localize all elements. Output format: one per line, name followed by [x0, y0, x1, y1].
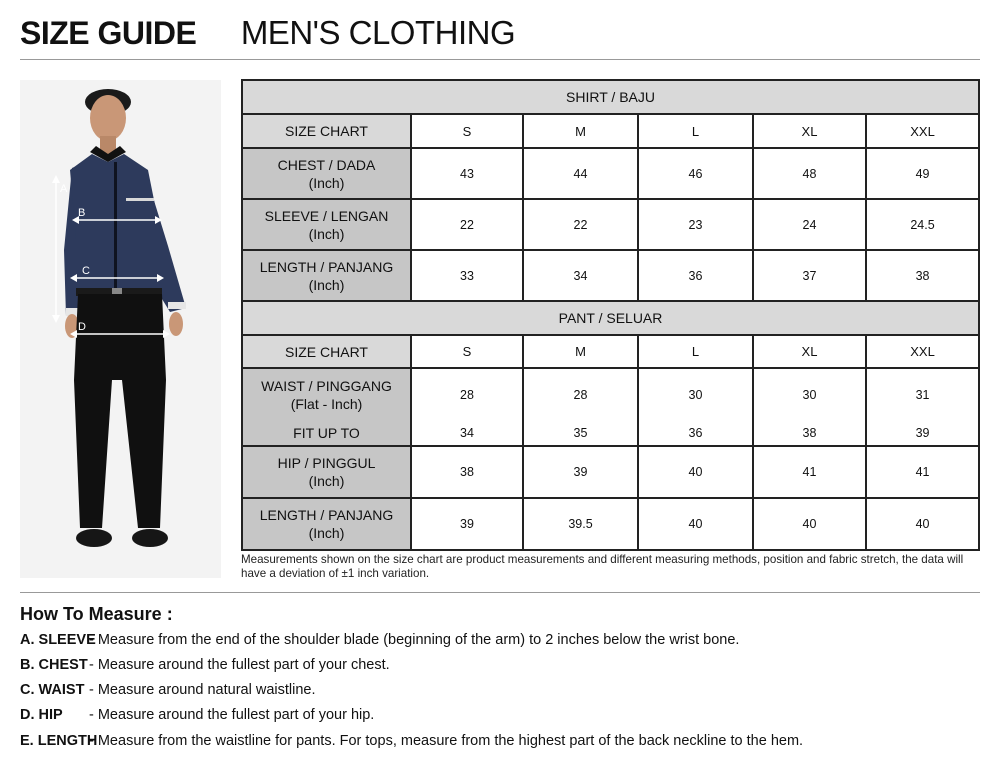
pant-size-m: M	[523, 335, 638, 368]
waist-value: 28	[573, 388, 588, 402]
measure-item-chest	[20, 657, 390, 673]
waist-value: 30	[688, 388, 703, 402]
shirt-chest-label	[242, 148, 411, 199]
table-cell: 39	[411, 498, 523, 550]
shirt-sleeve-row	[242, 199, 979, 250]
page-header	[20, 14, 515, 54]
table-cell: 44	[523, 148, 638, 199]
row-unit: (Inch)	[308, 473, 345, 489]
measurement-note: Measurements shown on the size chart are product measurements and different measuring methods, position and fabric stretch, the data will have a deviation of ±1 inch variation.	[241, 553, 964, 580]
table-cell: 33	[411, 250, 523, 301]
table-cell: 39.5	[523, 498, 638, 550]
fit-up-to-label: FIT UP TO	[293, 425, 360, 441]
mens-clothing-title: MEN'S CLOTHING	[240, 14, 516, 51]
table-cell: 38	[866, 250, 979, 301]
table-cell: 49	[866, 148, 979, 199]
measure-item-hip	[20, 707, 374, 723]
row-label: HIP / PINGGUL	[277, 455, 376, 471]
pant-size-header-row	[242, 335, 979, 368]
shirt-sleeve-label	[242, 199, 411, 250]
table-cell: 40	[753, 498, 866, 550]
table-cell: 46	[638, 148, 753, 199]
size-chart-table	[241, 79, 980, 551]
table-cell: 22	[523, 199, 638, 250]
row-label: CHEST / DADA	[277, 156, 376, 173]
row-label: WAIST / PINGGANG	[261, 378, 392, 394]
table-cell: 43	[411, 148, 523, 199]
measure-text: - Measure around the fullest part of your chest.	[89, 657, 390, 673]
row-unit: (Flat - Inch)	[290, 396, 363, 412]
pant-length-label	[242, 498, 411, 550]
pant-size-s: S	[411, 335, 523, 368]
fit-value: 36	[688, 426, 703, 440]
measure-key: D. HIP	[20, 707, 63, 723]
measure-key: C. WAIST	[20, 682, 85, 698]
pant-size-xl: XL	[753, 335, 866, 368]
shirt-section-title: SHIRT / BAJU	[242, 80, 979, 114]
fit-value: 35	[573, 426, 588, 440]
pant-waist-label	[242, 368, 411, 446]
table-cell: 48	[753, 148, 866, 199]
table-cell: 41	[753, 446, 866, 498]
marker-b: B	[78, 207, 86, 219]
row-label: SLEEVE / LENGAN	[264, 207, 389, 224]
measure-item-waist	[20, 682, 315, 698]
pant-hip-label	[242, 446, 411, 498]
row-unit: (Inch)	[308, 525, 345, 541]
pant-size-xxl: XXL	[866, 335, 979, 368]
row-label: LENGTH / PANJANG	[259, 258, 394, 275]
table-cell: 37	[753, 250, 866, 301]
measure-key: B. CHEST	[20, 657, 88, 673]
shirt-chest-row	[242, 148, 979, 199]
table-cell: 22	[411, 199, 523, 250]
pant-size-l: L	[638, 335, 753, 368]
fit-value: 39	[915, 426, 930, 440]
measure-item-length	[20, 733, 803, 749]
measure-text: - Measure from the waistline for pants. For tops, measure from the highest part of the back neckline to the hem.	[89, 733, 804, 749]
table-cell: 34	[523, 250, 638, 301]
model-photo	[20, 80, 221, 578]
table-cell	[866, 368, 979, 446]
shirt-size-l: L	[638, 114, 753, 148]
table-cell	[523, 368, 638, 446]
shirt-title-row	[242, 80, 979, 114]
table-cell: 40	[638, 446, 753, 498]
measure-key: E. LENGTH	[20, 733, 98, 749]
table-cell	[753, 368, 866, 446]
header-divider	[20, 59, 980, 60]
pant-length-row	[242, 498, 979, 550]
measure-text: - Measure from the end of the shoulder blade (beginning of the arm) to 2 inches below the wrist bone.	[89, 632, 740, 648]
measure-text: - Measure around natural waistline.	[89, 682, 316, 698]
fit-value: 38	[802, 426, 817, 440]
shirt-length-label	[242, 250, 411, 301]
table-cell: 23	[638, 199, 753, 250]
model-illustration	[20, 80, 221, 578]
shirt-size-header-row	[242, 114, 979, 148]
table-cell	[411, 368, 523, 446]
measure-text: - Measure around the fullest part of your hip.	[89, 707, 375, 723]
table-cell: 38	[411, 446, 523, 498]
table-cell: 41	[866, 446, 979, 498]
waist-value: 31	[915, 388, 930, 402]
shirt-size-s: S	[411, 114, 523, 148]
table-cell: 39	[523, 446, 638, 498]
shirt-length-row	[242, 250, 979, 301]
table-cell: 36	[638, 250, 753, 301]
pant-size-chart-label: SIZE CHART	[242, 335, 411, 368]
table-cell: 24	[753, 199, 866, 250]
measure-key: A. SLEEVE	[20, 632, 96, 648]
table-cell	[638, 368, 753, 446]
section-divider	[20, 592, 980, 593]
fit-value: 34	[460, 426, 474, 440]
waist-value: 28	[460, 388, 474, 402]
table-cell: 40	[866, 498, 979, 550]
marker-c: C	[82, 265, 90, 277]
pant-waist-row	[242, 368, 979, 446]
measure-item-sleeve	[20, 632, 739, 648]
row-unit: (Inch)	[308, 276, 345, 293]
size-guide-title: SIZE GUIDE	[20, 15, 197, 51]
pant-hip-row	[242, 446, 979, 498]
shirt-size-m: M	[523, 114, 638, 148]
row-unit: (Inch)	[308, 174, 345, 191]
shirt-size-xxl: XXL	[866, 114, 979, 148]
pant-title-row	[242, 301, 979, 335]
pant-section-title: PANT / SELUAR	[242, 301, 979, 335]
row-unit: (Inch)	[308, 225, 345, 242]
shirt-size-xl: XL	[753, 114, 866, 148]
table-cell: 24.5	[866, 199, 979, 250]
shirt-size-chart-label: SIZE CHART	[242, 114, 411, 148]
how-to-measure-title: How To Measure :	[20, 604, 173, 624]
marker-d: D	[78, 321, 86, 333]
waist-value: 30	[802, 388, 817, 402]
table-cell: 40	[638, 498, 753, 550]
marker-a: A	[60, 183, 68, 195]
row-label: LENGTH / PANJANG	[259, 507, 394, 523]
